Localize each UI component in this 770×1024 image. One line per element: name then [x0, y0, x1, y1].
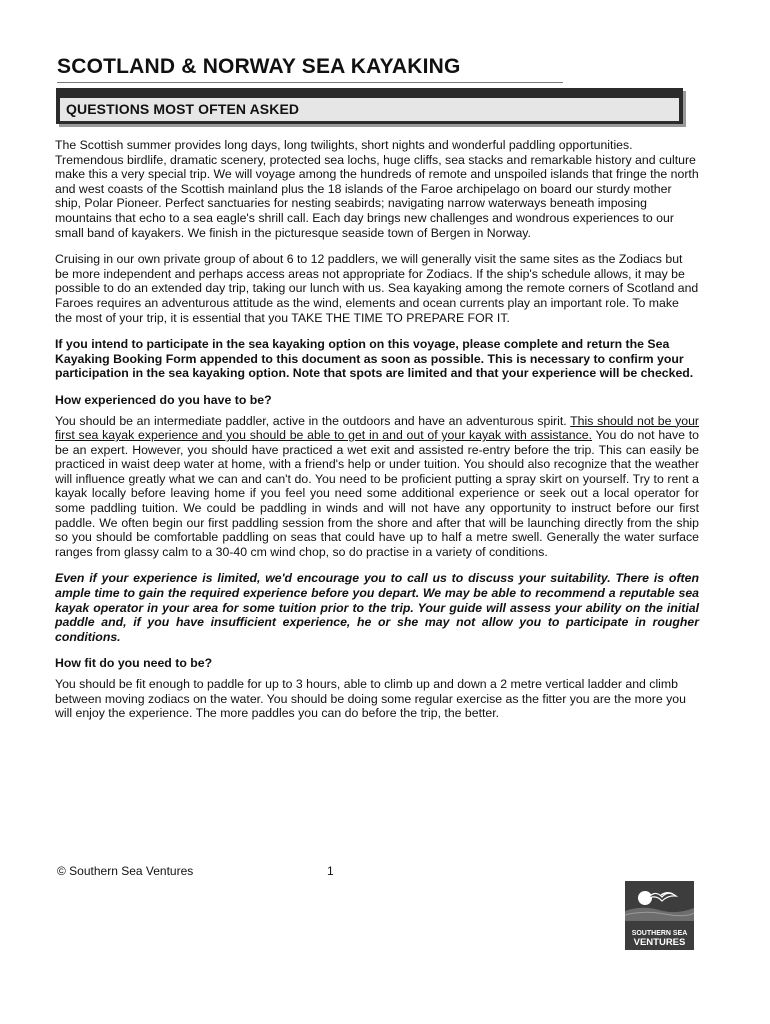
section-header-bar	[56, 88, 683, 124]
bird-wave-logo-icon	[625, 881, 694, 921]
page-title: SCOTLAND & NORWAY SEA KAYAKING	[57, 54, 563, 83]
experience-text-underlined: This should not be your first sea kayak experience and you should be able to get in and out of your kayak with assistance.	[55, 413, 700, 443]
experience-heading: How experienced do you have to be?	[55, 392, 272, 407]
footer-copyright: © Southern Sea Ventures	[57, 864, 194, 878]
experience-paragraph	[55, 414, 699, 560]
cruising-paragraph: Cruising in our own private group of about 6 to 12 paddlers, we will generally visit the same sites as the Zodiacs but be more independent and perhaps access areas not appropriate for Zodiacs. If the ship's schedule allows, it may be possible to do an extended day trip, taking our lunch with us. Sea kayaking among the remote corners of Scotland and Faroes requires an adventurous attitude as the wind, elements and ocean currents play an important role. To make the most of your trip, it is essential that you TAKE THE TIME TO PREPARE FOR IT.	[55, 252, 699, 325]
document-body	[55, 138, 699, 733]
experience-text-intro: You should be an intermediate paddler, active in the outdoors and have an adventurous spirit.	[55, 413, 571, 428]
fitness-paragraph: You should be fit enough to paddle for up to 3 hours, able to climb up and down a 2 metre vertical ladder and climb between moving zodiacs on the water. You should be doing some regular exercise as the fitter you are the more you will enjoy the experience. The more paddles you can do before the trip, the better.	[55, 677, 686, 721]
fitness-heading: How fit do you need to be?	[55, 656, 213, 671]
page-number: 1	[327, 864, 334, 878]
logo-wordmark	[625, 929, 694, 947]
company-logo	[625, 881, 694, 950]
logo-line-1: SOUTHERN SEA	[631, 930, 688, 937]
logo-line-2: VENTURES	[633, 937, 686, 948]
booking-notice-paragraph: If you intend to participate in the sea kayaking option on this voyage, please complete and return the Sea Kayaking Booking Form appended to this document as soon as possible. This is necessary to confirm your participation in the sea kayaking option. Note that spots are limited and that your experience will be checked.	[55, 337, 694, 381]
intro-paragraph: The Scottish summer provides long days, long twilights, short nights and wonderful paddling opportunities. Tremendous birdlife, dramatic scenery, protected sea lochs, huge cliffs, sea stacks and remarkable history and culture make this a very special trip. We will voyage among the hundreds of remote and unspoiled islands that fringe the north and west coasts of the Scottish mainland plus the 18 islands of the Faroe archipelago on board our sturdy mother ship, Polar Pioneer. Perfect sanctuaries for nesting seabirds; navigating narrow waterways beneath imposing mountains that echo to a sea eagle's shrill call. Each day brings new challenges and wondrous experiences to our small band of kayakers. We finish in the picturesque seaside town of Bergen in Norway.	[55, 138, 699, 240]
encouragement-paragraph: Even if your experience is limited, we'd encourage you to call us to discuss your suitability. There is often ample time to gain the required experience before you depart. We may be able to recommend a reputable sea kayak operator in your area for some tuition prior to the trip. Your guide will assess your ability on the initial paddle and, if you have insufficient experience, he or she may not allow you to participate in rougher conditions.	[55, 571, 699, 644]
experience-text-rest: You do not have to be an expert. However, you should have practiced a wet exit and assisted re-entry before the trip. This can easily be practiced in waist deep water at home, with a friend's help or under tuition. You should also recognize that the weather will influence greatly what we can and can't do. You need to be proficient putting a spray skirt on yourself. Try to rent a kayak locally before leaving home if you feel you need some additional experience or seek out a local operator for some paddling tuition. We could be paddling in winds and will not have any opportunity to instruct before our first paddle. We often begin our first paddling session from the shore and after that will be launching directly from the ship so you should be comfortable paddling on seas that could have up to half a metre swell. Generally the water surface ranges from glassy calm to a 30-40 cm wind chop, so do practise in a variety of conditions.	[55, 428, 699, 559]
section-header: QUESTIONS MOST OFTEN ASKED	[60, 98, 679, 121]
